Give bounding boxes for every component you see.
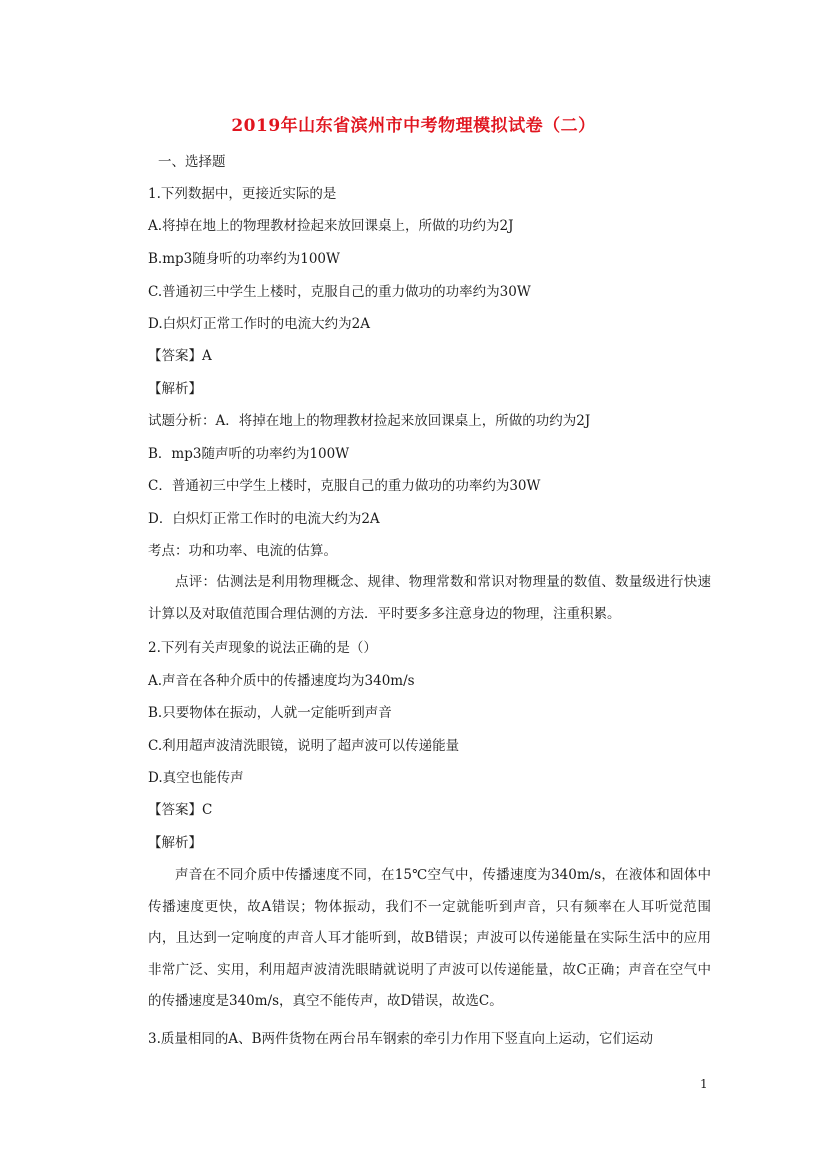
question-1-answer: 【答案】A: [148, 348, 212, 364]
question-2-option-b: B.只要物体在振动，人就一定能听到声音: [148, 705, 392, 721]
question-1-analysis-a: 试题分析：A．将掉在地上的物理教材捡起来放回课桌上，所做的功约为2J: [148, 413, 591, 429]
question-2-analysis: 声音在不同介质中传播速度不同，在15℃空气中，传播速度为340m/s，在液体和固体中传播速度更快，故A错误；物体振动，我们不一定就能听到声音，只有频率在人耳听觉范围内，且达到一定响度的声音人耳才能听到，故B错误；声波可以传递能量在实际生活中的应用非常广泛、实用，利用超声波清洗眼睛就说明了声波可以传递能量，故C正确；声音在空气中的传播速度是340m/s，真空不能传声，故D错误，故选C。: [148, 867, 711, 1009]
question-2-stem: 2.下列有关声现象的说法正确的是（）: [148, 640, 377, 656]
question-2-analysis-label: 【解析】: [148, 835, 202, 851]
question-1-option-c: C.普通初三中学生上楼时，克服自己的重力做功的功率约为30W: [148, 284, 531, 300]
question-2-option-d: D.真空也能传声: [148, 770, 244, 786]
question-1-option-d: D.白炽灯正常工作时的电流大约为2A: [148, 316, 370, 332]
question-1-analysis-label: 【解析】: [148, 381, 202, 397]
question-1-option-b: B.mp3随身听的功率约为100W: [148, 251, 340, 267]
question-1-option-a: A.将掉在地上的物理教材捡起来放回课桌上，所做的功约为2J: [148, 218, 514, 234]
question-2-answer: 【答案】C: [148, 802, 213, 818]
question-1-comment: 点评：估测法是利用物理概念、规律、物理常数和常识对物理量的数值、数量级进行快速计算以及对取值范围合理估测的方法．平时要多多注意身边的物理，注重积累。: [148, 574, 711, 622]
question-1-stem: 1.下列数据中，更接近实际的是: [148, 186, 337, 202]
question-1-analysis-d: D．白炽灯正常工作时的电流大约为2A: [148, 511, 380, 527]
question-1-kaodian: 考点：功和功率、电流的估算。: [148, 543, 337, 559]
question-3-stem: 3.质量相同的A、B两件货物在两台吊车钢索的牵引力作用下竖直向上运动，它们运动: [148, 1031, 654, 1047]
document-title: 2019年山东省滨州市中考物理模拟试卷（二）: [231, 116, 596, 136]
question-2-option-a: A.声音在各种介质中的传播速度均为340m/s: [148, 673, 415, 689]
question-1-analysis-b: B．mp3随声听的功率约为100W: [148, 446, 350, 462]
question-2-option-c: C.利用超声波清洗眼镜，说明了超声波可以传递能量: [148, 738, 460, 754]
question-1-analysis-c: C．普通初三中学生上楼时，克服自己的重力做功的功率约为30W: [148, 478, 541, 494]
page-number: 1: [700, 1077, 708, 1091]
section-heading: 一、选择题: [158, 154, 226, 170]
